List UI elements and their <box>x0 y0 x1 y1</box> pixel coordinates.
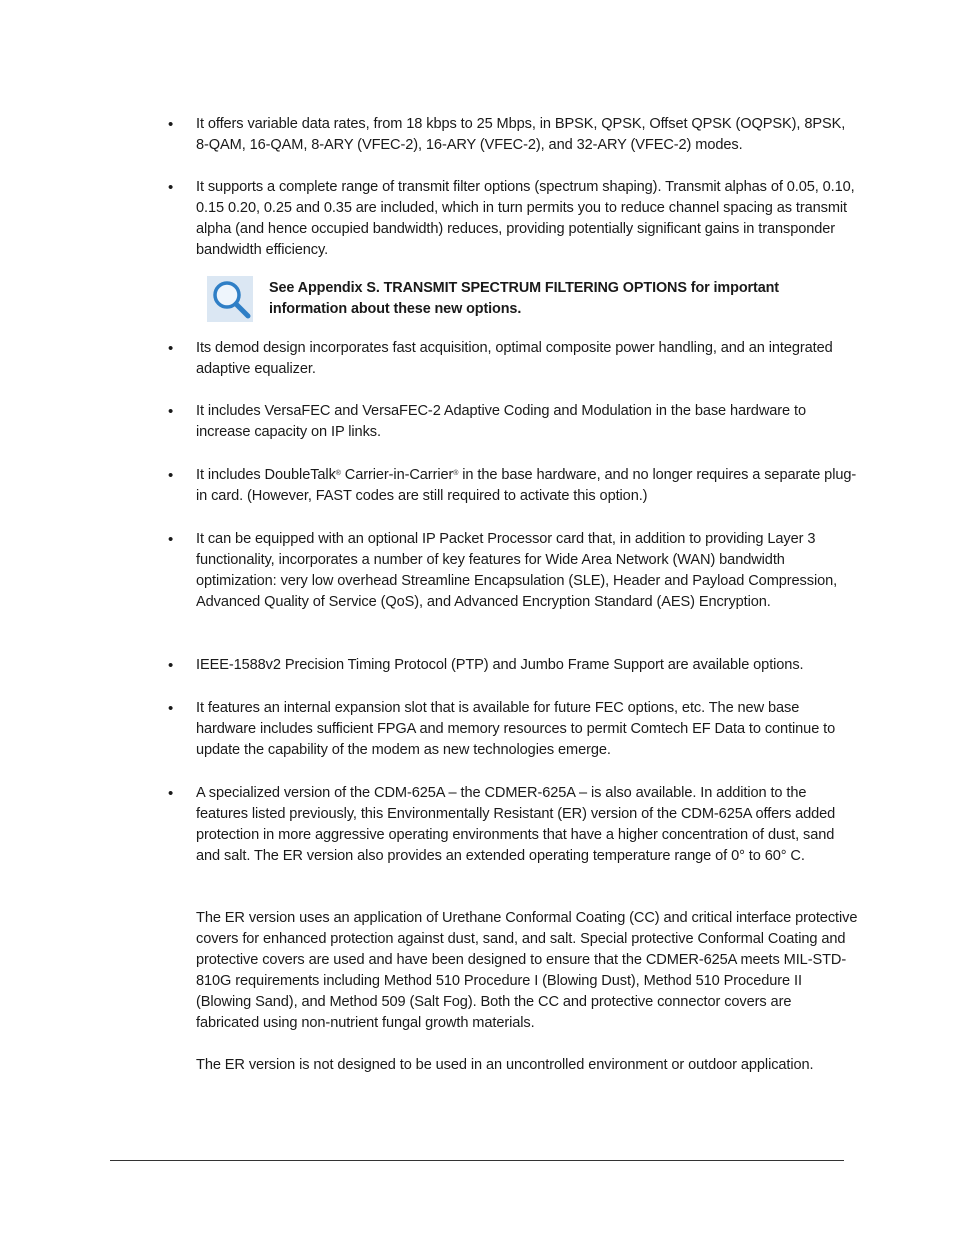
bullet-marker: • <box>168 116 174 133</box>
carrier-in-carrier-text-part: Carrier-in-Carrier <box>340 467 454 483</box>
bullet-text-ieee-1588: IEEE-1588v2 Precision Timing Protocol (PTP) and Jumbo Frame Support are available options. <box>196 657 804 673</box>
registered-mark: ® <box>335 470 341 477</box>
bullet-text-data-rates: It offers variable data rates, from 18 kbps to 25 Mbps, in BPSK, QPSK, Offset QPSK (OQPSK), 8PSK, 8-QAM, 16-QAM, 8-ARY (VFEC-2), 16-ARY (VFEC-2), and 32-ARY (VFEC-2) modes. <box>196 116 846 153</box>
bullet-marker: • <box>168 657 174 674</box>
bullet-text-ip-packet-processor: It can be equipped with an optional IP Packet Processor card that, in addition to providing Layer 3 functionality, incorporates a number of key features for Wide Area Network (WAN) bandwidth optimization: very low overhead Streamline Encapsulation (SLE), Header and Payload Compression, Advanced Quality of Service (QoS), and Advanced Encryption Standard (AES) Encryption. <box>196 531 838 610</box>
bullet-marker: • <box>168 467 174 484</box>
note-text: See Appendix S. TRANSMIT SPECTRUM FILTERING OPTIONS for important information about these new options. <box>269 280 779 317</box>
bullet-marker: • <box>168 531 174 548</box>
bullet-text-versafec: It includes VersaFEC and VersaFEC-2 Adaptive Coding and Modulation in the base hardware to increase capacity on IP links. <box>196 403 806 440</box>
bullet-text-demod: Its demod design incorporates fast acquisition, optimal composite power handling, and an integrated adaptive equalizer. <box>196 340 833 377</box>
magnifier-icon <box>207 276 253 322</box>
registered-mark: ® <box>453 470 459 477</box>
bullet-marker: • <box>168 700 174 717</box>
bullet-text-cdmer-625a: A specialized version of the CDM-625A – the CDMER-625A – is also available. In addition to the features listed previously, this Environmentally Resistant (ER) version of the CDM-625A offers added protection in more aggressive operating environments that have a higher concentration of dust, sand and salt. The ER version also provides an extended operating temperature range of 0° to 60° C. <box>196 785 836 864</box>
footer-divider <box>110 1160 844 1161</box>
bullet-text-transmit-filter: It supports a complete range of transmit filter options (spectrum shaping). Transmit alphas of 0.05, 0.10, 0.15 0.20, 0.25 and 0.35 are included, which in turn permits you to reduce channel spacing as transmit alpha (and hence occupied bandwidth) reduces, providing potentially significant gains in transponder bandwidth efficiency. <box>196 179 855 258</box>
bullet-marker: • <box>168 403 174 420</box>
doubletalk-remainder-text: in the base hardware, and no longer requires a separate plug-in card. (However, FAST codes are still required to activate this option.) <box>196 467 857 504</box>
bullet-marker: • <box>168 179 174 196</box>
magnifier-icon-graphic <box>207 276 253 322</box>
doubletalk-text-part: It includes DoubleTalk <box>196 467 336 483</box>
bullet-text-doubletalk <box>196 465 858 507</box>
paragraph-er-environment: The ER version is not designed to be used in an uncontrolled environment or outdoor application. <box>196 1057 814 1073</box>
bullet-text-expansion-slot: It features an internal expansion slot that is available for future FEC options, etc. The new base hardware includes sufficient FPGA and memory resources to permit Comtech EF Data to continue to update the capability of the modem as new technologies emerge. <box>196 700 836 758</box>
bullet-marker: • <box>168 340 174 357</box>
bullet-marker: • <box>168 785 174 802</box>
paragraph-er-coating: The ER version uses an application of Urethane Conformal Coating (CC) and critical interface protective covers for enhanced protection against dust, sand, and salt. Special protective Conformal Coating and protective covers are used and have been designed to ensure that the CDMER-625A meets MIL-STD-810G requirements including Method 510 Procedure I (Blowing Dust), Method 510 Procedure II (Blowing Sand), and Method 509 (Salt Fog). Both the CC and protective connector covers are fabricated using non-nutrient fungal growth materials. <box>196 910 858 1031</box>
